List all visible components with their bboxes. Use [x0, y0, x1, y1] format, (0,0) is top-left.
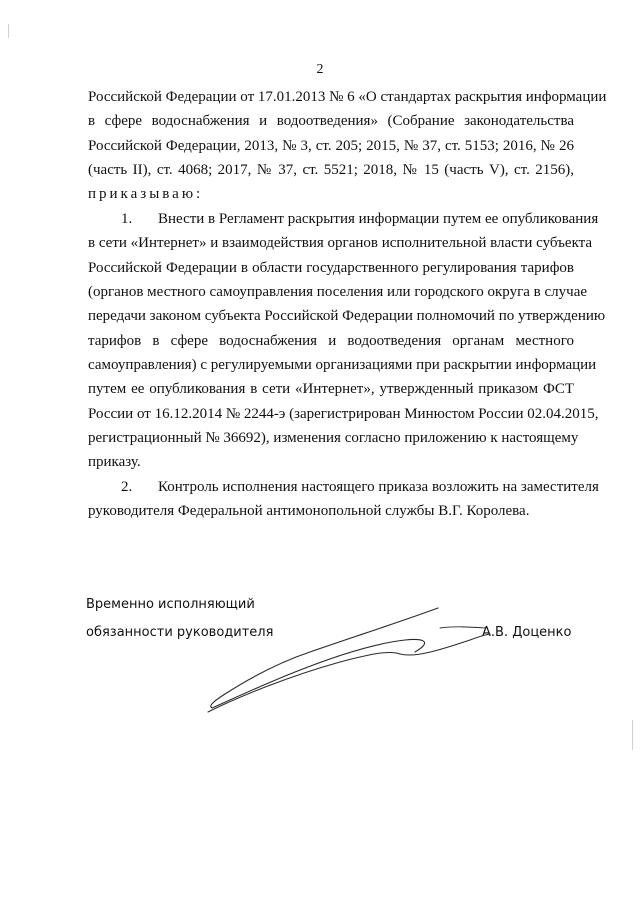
item-1-line-2: в сети «Интернет» и взаимодействия органов исполнительной власти субъекта — [88, 235, 593, 251]
preamble-line-3: Российской Федерации, 2013, № 3, ст. 205; 2015, № 37, ст. 5153; 2016, № 26 — [88, 138, 574, 154]
signature-stroke-tail — [208, 634, 490, 712]
item-1-line-10: регистрационный № 36692), изменения согласно приложению к настоящему — [88, 430, 579, 446]
item-2-last-line: руководителя Федеральной антимонопольной службы В.Г. Королева. — [88, 503, 530, 519]
item-1-line-6: тарифов в сфере водоснабжения и водоотведения органам местного — [88, 333, 574, 349]
item-1-last-line: приказу. — [88, 454, 141, 470]
handwritten-signature — [200, 600, 500, 720]
item-1-line-3: Российской Федерации в области государственного регулирования тарифов — [88, 260, 574, 276]
item-1-line-5: передачи законом субъекта Российской Федерации полномочий по утверждению — [88, 308, 606, 324]
item-2-first-line: Контроль исполнения настоящего приказа возложить на заместителя — [158, 479, 599, 495]
signature-stroke-main — [211, 608, 438, 708]
preamble-line-4: (часть II), ст. 4068; 2017, № 37, ст. 5521; 2018, № 15 (часть V), ст. 2156), — [88, 162, 574, 178]
signer-position-line-1: Временно исполняющий — [86, 597, 255, 612]
item-1-line-9: России от 16.12.2014 № 2244-э (зарегистрирован Минюстом России 02.04.2015, — [88, 406, 599, 422]
item-1-line-7: самоуправления) с регулируемыми организациями при раскрытии информации — [88, 357, 597, 373]
preamble-line-1: Российской Федерации от 17.01.2013 № 6 «О стандартах раскрытия информации — [88, 89, 607, 105]
item-1-first-line: Внести в Регламент раскрытия информации путем ее опубликования — [158, 211, 599, 227]
scan-edge-mark-left — [8, 24, 9, 38]
scan-edge-mark-right — [632, 720, 633, 750]
signer-position-line-2: обязанности руководителя — [86, 625, 274, 640]
preamble-line-2: в сфере водоснабжения и водоотведения» (Собрание законодательства — [88, 113, 574, 129]
signature-underline — [440, 627, 486, 628]
item-1-line-4: (органов местного самоуправления поселения или городского округа в случае — [88, 284, 588, 300]
order-word: приказываю: — [88, 186, 204, 202]
item-2-number: 2. — [121, 479, 133, 495]
item-1-line-8: путем ее опубликования в сети «Интернет», утвержденный приказом ФСТ — [88, 381, 574, 397]
signer-name: А.В. Доценко — [482, 625, 572, 640]
item-1-number: 1. — [121, 211, 133, 227]
page-number: 2 — [316, 62, 324, 77]
